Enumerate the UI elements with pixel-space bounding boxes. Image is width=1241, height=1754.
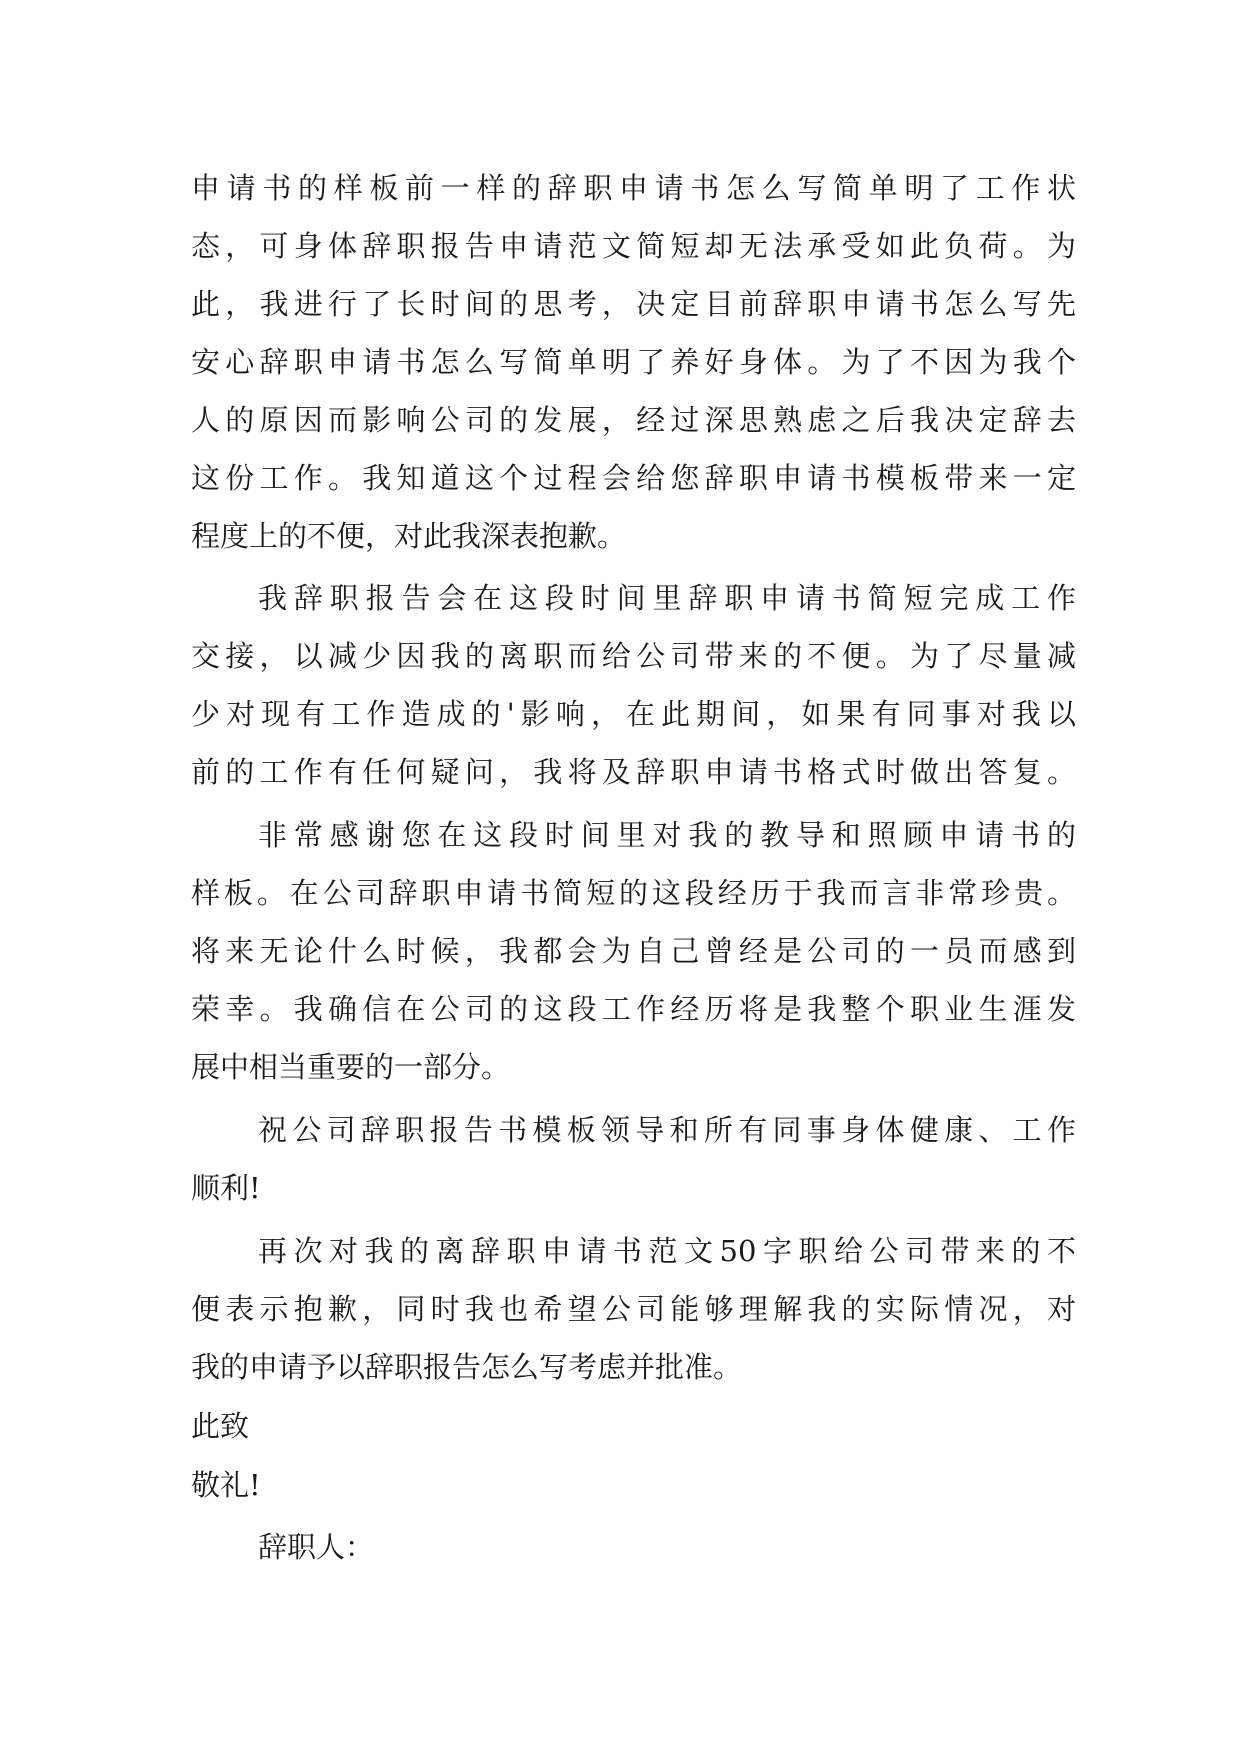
body-text-line: 此，我进行了长时间的思考，决定目前辞职申请书怎么写先 — [191, 287, 1076, 321]
body-text-line: 便表示抱歉，同时我也希望公司能够理解我的实际情况，对 — [191, 1292, 1076, 1326]
body-text-line: 展中相当重要的一部分。 — [191, 1050, 511, 1084]
body-text-line: 顺利! — [191, 1171, 261, 1205]
body-text-line: 前的工作有任何疑问，我将及辞职申请书格式时做出答复。 — [191, 755, 1076, 789]
body-text-line: 这份工作。我知道这个过程会给您辞职申请书模板带来一定 — [191, 461, 1076, 495]
paragraph-first-line: 非常感谢您在这段时间里对我的教导和照顾申请书的 — [258, 818, 1076, 852]
closing-salutation: 此致 — [191, 1409, 250, 1443]
paragraph-first-line: 祝公司辞职报告书模板领导和所有同事身体健康、工作 — [258, 1113, 1076, 1147]
body-text-line: 人的原因而影响公司的发展，经过深思熟虑之后我决定辞去 — [191, 403, 1076, 437]
body-text-line: 样板。在公司辞职申请书简短的这段经历于我而言非常珍贵。 — [191, 876, 1076, 910]
body-text-line: 我的申请予以辞职报告怎么写考虑并批准。 — [191, 1350, 743, 1384]
body-text-line: 少对现有工作造成的'影响，在此期间，如果有同事对我以 — [191, 697, 1076, 731]
body-text-line: 态，可身体辞职报告申请范文简短却无法承受如此负荷。为 — [191, 229, 1076, 263]
closing-regards: 敬礼! — [191, 1468, 261, 1502]
body-text-line: 申请书的样板前一样的辞职申请书怎么写简单明了工作状 — [191, 171, 1076, 205]
signature-label: 辞职人： — [258, 1530, 375, 1564]
body-text-line: 荣幸。我确信在公司的这段工作经历将是我整个职业生涯发 — [191, 992, 1076, 1026]
body-text-line: 程度上的不便，对此我深表抱歉。 — [191, 519, 627, 553]
body-text-line: 将来无论什么时候，我都会为自己曾经是公司的一员而感到 — [191, 934, 1076, 968]
body-text-line: 交接，以减少因我的离职而给公司带来的不便。为了尽量减 — [191, 639, 1076, 673]
paragraph-first-line: 再次对我的离辞职申请书范文50字职给公司带来的不 — [258, 1234, 1076, 1268]
body-text-line: 安心辞职申请书怎么写简单明了养好身体。为了不因为我个 — [191, 345, 1076, 379]
paragraph-first-line: 我辞职报告会在这段时间里辞职申请书简短完成工作 — [258, 581, 1076, 615]
